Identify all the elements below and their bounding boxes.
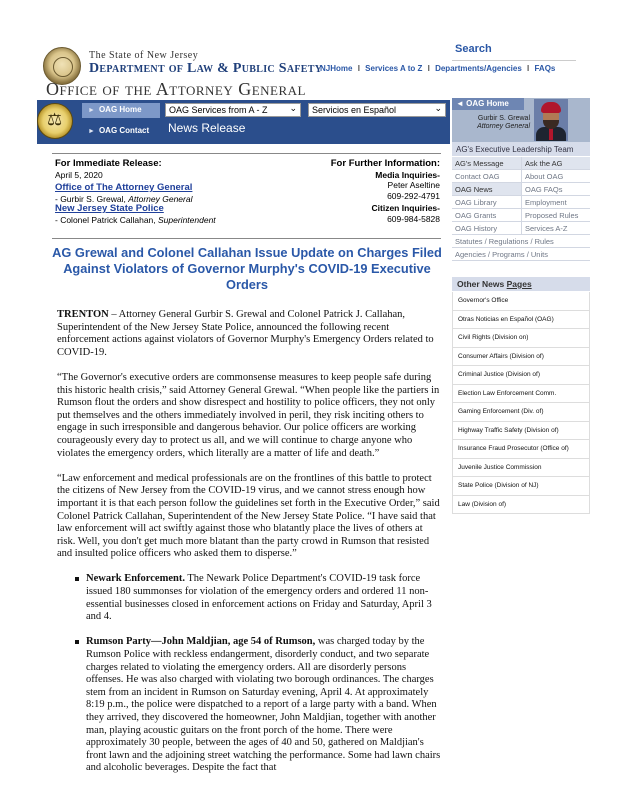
sidebar-item-ag-message[interactable]: AG's Message: [452, 157, 521, 169]
department-name[interactable]: Department of Law & Public Safety: [89, 61, 323, 76]
spanish-select-value: Servicios en Español: [312, 105, 397, 115]
ag-name: Gurbir S. Grewal: [477, 115, 530, 122]
sidebar-row: [452, 196, 590, 209]
other-news-pages-link[interactable]: Pages: [506, 279, 532, 289]
sidebar-item-employment[interactable]: Employment: [521, 196, 590, 208]
list-item[interactable]: Governor's Office: [453, 292, 589, 311]
search-label[interactable]: Search: [455, 43, 492, 55]
media-contact-name: Peter Aseltine: [387, 180, 440, 190]
sidebar-item-oag-news[interactable]: OAG News: [452, 183, 521, 195]
list-item: [75, 636, 441, 775]
office-person-name: - Gurbir S. Grewal,: [55, 193, 129, 204]
paragraph: [57, 309, 441, 359]
sidebar-row: [452, 209, 590, 222]
sidebar-row: [452, 157, 590, 170]
other-news-header: [452, 277, 590, 291]
sidebar-item-about-oag[interactable]: About OAG: [521, 170, 590, 182]
list-item[interactable]: Criminal Justice (Division of): [453, 366, 589, 385]
search-input[interactable]: [452, 57, 576, 61]
immediate-release-label: For Immediate Release:: [55, 158, 162, 169]
list-item[interactable]: Highway Traffic Safety (Division of): [453, 422, 589, 441]
list-item[interactable]: Juvenile Justice Commission: [453, 459, 589, 478]
release-date: April 5, 2020: [55, 169, 103, 180]
further-info-label: For Further Information:: [330, 158, 440, 169]
news-release-title: News Release: [168, 121, 246, 135]
page-title: AG Grewal and Colonel Callahan Issue Update on Charges Filed Against Violators of Governor Murphy's COVID-19 Executive Orders: [52, 245, 442, 292]
sidebar-item-proposed-rules[interactable]: Proposed Rules: [521, 209, 590, 221]
enforcement-list: [75, 573, 441, 775]
divider: [52, 153, 441, 154]
list-item[interactable]: Insurance Fraud Prosecutor (Office of): [453, 440, 589, 459]
oag-seal-icon: [37, 103, 73, 139]
sidebar-item-oag-library[interactable]: OAG Library: [455, 198, 497, 207]
paragraph: “The Governor's executive orders are commonsense measures to keep people safe during this historic health crisis,” said Attorney General Grewal. “When people like the partiers in Rumson flout the orders and show disrespect and hostility to police officers, they not only put themselves and the others immediately involved in peril, they risk inciting others to engage in such irresponsible and dangerous behavior. Our police officers are working courageously every day to protect us all, and we will continue to charge anyone who violates the emergency orders, which literally are a matter of life and death.”: [57, 371, 440, 459]
media-inquiries-label: Media Inquiries-: [375, 169, 440, 180]
sidebar-item-oag-history[interactable]: OAG History: [455, 224, 498, 233]
top-link-separator: I: [527, 64, 530, 73]
citizen-inquiries-label: Citizen Inquiries-: [371, 203, 440, 213]
sidebar-home-label: OAG Home: [466, 99, 509, 108]
list-item[interactable]: Law (Division of): [453, 496, 589, 515]
top-link-separator: I: [357, 64, 360, 73]
oag-contact-button[interactable]: [82, 122, 160, 139]
police-person: [55, 215, 285, 226]
list-item[interactable]: Gaming Enforcement (Div. of): [453, 403, 589, 422]
services-a-z-link[interactable]: Services A to Z: [365, 64, 423, 73]
sidebar-item-statutes[interactable]: Statutes / Regulations / Rules: [452, 235, 590, 248]
chevron-down-icon: ⌄: [434, 104, 442, 114]
top-link-separator: I: [427, 64, 430, 73]
top-links: [320, 64, 555, 73]
office-name[interactable]: Office of the Attorney General: [46, 79, 306, 99]
sidebar-grid: [452, 157, 590, 261]
sidebar-item-oag-faqs[interactable]: OAG FAQs: [521, 183, 590, 195]
faqs-link[interactable]: FAQs: [534, 64, 556, 73]
paragraph: “Law enforcement and medical professionals are on the frontlines of this battle to protect the citizens of New Jersey from the COVID-19 virus, and we cannot stress enough how important it is that each person follow the guidelines set forth in the Executive Order,” said Colonel Patrick Callahan, Superintendent of the New Jersey State Police. “I have said that law enforcement will act swiftly against those who blatantly place the lives of others at risk. Well, you don't get much more blatant than the party crowd in Rumson that resisted and insulted police officers who asked them to disperse.”: [57, 472, 440, 560]
sidebar-row: [452, 183, 590, 196]
list-item[interactable]: Civil Rights (Division on): [453, 329, 589, 348]
list-item[interactable]: Election Law Enforcement Comm.: [453, 385, 589, 404]
spanish-select[interactable]: [308, 103, 446, 117]
police-person-name: - Colonel Patrick Callahan,: [55, 214, 158, 225]
site-header: [0, 0, 618, 100]
list-item[interactable]: State Police (Division of NJ): [453, 477, 589, 496]
sidebar-oag-home[interactable]: [452, 98, 524, 110]
list-item-text: was charged today by the Rumson Police with reckless endangerment, disorderly conduct, and two separate charges related to violating the emergency orders. All are disorderly persons offenses. He was also charged with violating two borough ordinances. The charges stem from an incident in Rumson on Saturday evening, April 4. At approximately 8:19 p.m., the police were dispatched to a report of a large party with a band. When they arrived, they discovered the homeowner, John Maldjian, together with another man, playing acoustic guitars on the front porch of the home. There were approximately 30 people, between the ages of 40 and 50, gathered on Maldjian's front lawn and the adjoining street watching the performance. Some had lawn chairs and alcoholic beverages. Despite the fact that: [86, 636, 441, 774]
other-news-list: [452, 292, 590, 514]
police-person-title: Superintendent: [158, 214, 216, 225]
services-select-value: OAG Services from A - Z: [169, 105, 268, 115]
sidebar-item-contact-oag[interactable]: Contact OAG: [455, 172, 500, 181]
sidebar-item-services-a-z[interactable]: Services A-Z: [521, 222, 590, 234]
office-link[interactable]: Office of The Attorney General: [55, 182, 193, 193]
office-person-title: Attorney General: [128, 193, 193, 204]
list-item-lead: Rumson Party—John Maldjian, age 54 of Rumson,: [86, 636, 316, 648]
oag-contact-label: OAG Contact: [98, 126, 150, 135]
citizen-phone: 609-984-5828: [387, 213, 440, 224]
sidebar-row: [452, 222, 590, 235]
oag-home-label: OAG Home: [98, 105, 142, 114]
list-item-lead: Newark Enforcement.: [86, 573, 185, 585]
list-item[interactable]: Otras Noticias en Español (OAG): [453, 311, 589, 330]
list-item: [75, 573, 441, 623]
sidebar-item-oag-grants[interactable]: OAG Grants: [455, 211, 497, 220]
leadership-link[interactable]: AG's Executive Leadership Team: [452, 142, 590, 156]
sidebar-item-ask-the-ag[interactable]: Ask the AG: [521, 157, 590, 169]
other-news-prefix: Other News: [457, 279, 505, 289]
nj-home-link[interactable]: NJHome: [320, 64, 353, 73]
services-select[interactable]: [165, 103, 301, 117]
ag-title: Attorney General: [477, 123, 530, 130]
dateline: TRENTON: [57, 309, 109, 320]
state-name: The State of New Jersey: [89, 50, 199, 61]
sidebar-row: [452, 170, 590, 183]
chevron-down-icon: ⌄: [289, 104, 297, 114]
release-meta-left: [55, 159, 285, 225]
ag-photo[interactable]: [534, 99, 568, 141]
paragraph-text: – Attorney General Gurbir S. Grewal and Colonel Patrick J. Callahan, Superintendent of the New Jersey State Police, announced the following recent enforcement actions against violators of Governor Murphy's Emergency Orders related to COVID-19.: [57, 309, 434, 358]
divider: [52, 238, 441, 239]
arrow-right-icon: ►: [88, 107, 95, 114]
police-link[interactable]: New Jersey State Police: [55, 203, 164, 214]
article-body: [57, 309, 441, 788]
departments-agencies-link[interactable]: Departments/Agencies: [435, 64, 522, 73]
arrow-right-icon: ►: [88, 128, 95, 135]
oag-home-button[interactable]: [82, 103, 160, 118]
list-item-text: The Newark Police Department's COVID-19 task force issued 180 summonses for violation of the emergency orders and ordered 11 non-essential businesses closed in enforcement actions on Friday and Saturday, April 3 and 4.: [86, 573, 432, 623]
ag-name-block: [456, 115, 530, 131]
list-item[interactable]: Consumer Affairs (Division of): [453, 348, 589, 367]
release-meta-right: [290, 159, 440, 224]
arrow-left-icon: ◄: [456, 99, 467, 108]
media-contact-phone: 609-292-4791: [387, 190, 440, 201]
sidebar-item-agencies[interactable]: Agencies / Programs / Units: [452, 248, 590, 261]
